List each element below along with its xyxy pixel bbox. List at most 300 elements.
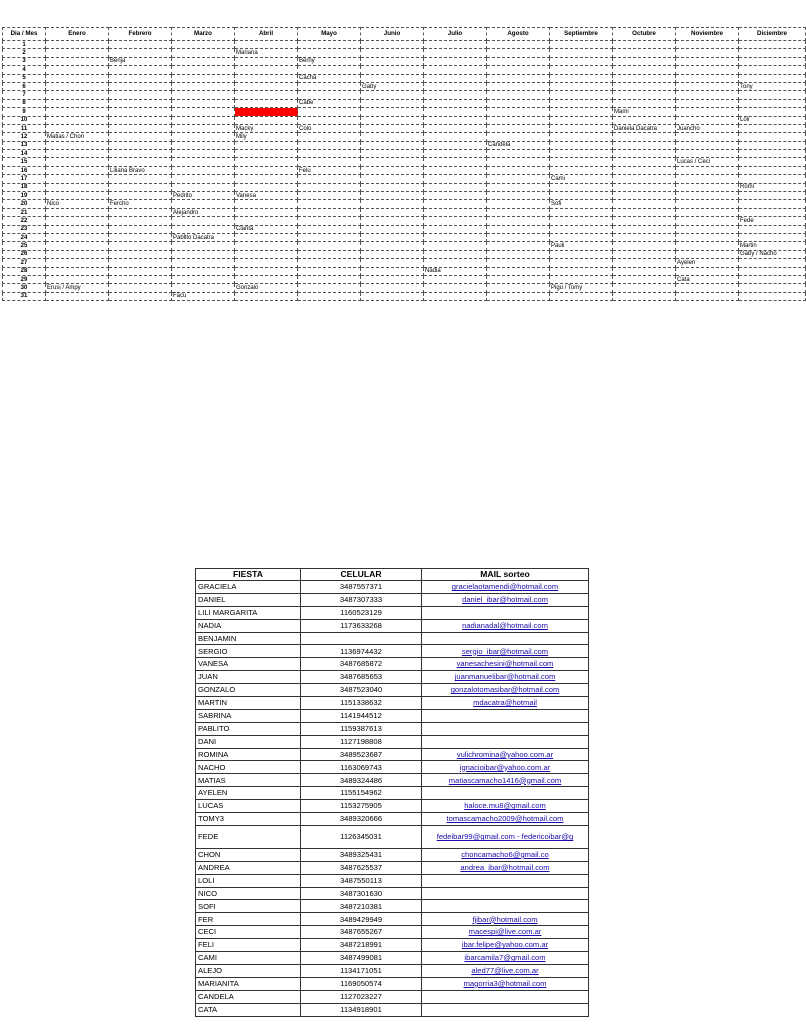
calendar-cell [46, 74, 109, 82]
calendar-cell [172, 150, 235, 158]
calendar-row [3, 217, 806, 225]
contact-row [196, 861, 589, 874]
calendar-header-month: Junio [361, 28, 424, 41]
calendar-cell [487, 124, 550, 132]
calendar-cell [361, 41, 424, 49]
calendar-cell: Pedrito [172, 192, 235, 200]
calendar-cell [172, 108, 235, 116]
calendar-cell [613, 225, 676, 233]
contact-name: DANI [196, 735, 301, 748]
contact-email-link[interactable]: gracielaotamendi@hotmail.com [422, 581, 589, 594]
calendar-day-number: 7 [3, 91, 46, 99]
calendar-cell [424, 116, 487, 124]
contact-email-link [422, 735, 589, 748]
calendar-cell [298, 82, 361, 90]
contact-email-link [422, 887, 589, 900]
calendar-cell: Nadia [424, 267, 487, 275]
calendar-cell [235, 250, 298, 258]
calendar-cell [172, 200, 235, 208]
calendar-cell [109, 49, 172, 57]
contact-email-link[interactable]: fjibar@hotmail.com [422, 913, 589, 926]
contact-name: ALEJO [196, 964, 301, 977]
calendar-cell [550, 133, 613, 141]
contact-email-link[interactable]: aled77@live.com.ar [422, 964, 589, 977]
calendar-cell [46, 158, 109, 166]
calendar-cell [424, 74, 487, 82]
calendar-cell [676, 192, 739, 200]
calendar-cell: Fercho [109, 200, 172, 208]
calendar-cell [361, 166, 424, 174]
calendar-cell [172, 74, 235, 82]
calendar-cell [46, 217, 109, 225]
calendar-cell [613, 158, 676, 166]
calendar-cell: Gonzalo [235, 284, 298, 292]
calendar-cell [298, 49, 361, 57]
calendar-header-month: Abril [235, 28, 298, 41]
calendar-cell [676, 82, 739, 90]
contact-row [196, 964, 589, 977]
calendar-day-number: 19 [3, 192, 46, 200]
contact-phone: 3487685872 [301, 658, 422, 671]
calendar-cell [361, 141, 424, 149]
contact-phone: 1126345031 [301, 825, 422, 848]
calendar-day-number: 25 [3, 242, 46, 250]
contact-name: SOFI [196, 900, 301, 913]
calendar-cell: Pauli [550, 242, 613, 250]
calendar-cell [613, 175, 676, 183]
contact-email-link[interactable]: ignacioibar@yahoo.com.ar [422, 761, 589, 774]
contact-email-link[interactable]: haloce.mu8@gmail.com [422, 800, 589, 813]
calendar-cell [424, 49, 487, 57]
calendar-cell [676, 150, 739, 158]
calendar-header-month: Marzo [172, 28, 235, 41]
calendar-cell [550, 183, 613, 191]
calendar-day-number: 15 [3, 158, 46, 166]
calendar-header-month: Diciembre [739, 28, 806, 41]
calendar-cell [487, 116, 550, 124]
contact-phone: 3487550113 [301, 874, 422, 887]
calendar-cell [109, 192, 172, 200]
calendar-cell [676, 225, 739, 233]
calendar-cell [235, 141, 298, 149]
calendar-cell: Gaby / Nacho [739, 250, 806, 258]
calendar-cell [46, 41, 109, 49]
calendar-cell [550, 108, 613, 116]
calendar-cell [361, 225, 424, 233]
calendar-row [3, 166, 806, 174]
contact-email-link[interactable]: ibar.felipe@yahoo.com.ar [422, 939, 589, 952]
contact-phone: 1127023227 [301, 990, 422, 1003]
header-fiesta: FIESTA [196, 569, 301, 581]
contact-email-link[interactable]: matiascamacho1416@gmail.com [422, 774, 589, 787]
header-celular: CELULAR [301, 569, 422, 581]
calendar-day-number: 11 [3, 124, 46, 132]
contact-email-link [422, 606, 589, 619]
calendar-cell [172, 66, 235, 74]
contact-email-link[interactable]: vulichromina@yahoo.com.ar [422, 748, 589, 761]
contact-name: FER [196, 913, 301, 926]
calendar-cell [46, 49, 109, 57]
calendar-cell [739, 200, 806, 208]
contact-name: BENJAMIN [196, 632, 301, 645]
contact-row [196, 900, 589, 913]
calendar-cell [676, 41, 739, 49]
contact-row [196, 606, 589, 619]
contact-row [196, 581, 589, 594]
calendar-day-number: 1 [3, 41, 46, 49]
calendar-cell [550, 141, 613, 149]
calendar-cell: Ayelen [676, 259, 739, 267]
contact-row [196, 977, 589, 990]
calendar-cell [739, 74, 806, 82]
contact-name: GRACIELA [196, 581, 301, 594]
calendar-cell [550, 225, 613, 233]
calendar-cell: Fede [739, 217, 806, 225]
calendar-cell [550, 166, 613, 174]
calendar-row [3, 57, 806, 65]
calendar-cell [46, 208, 109, 216]
contact-name: JUAN [196, 671, 301, 684]
contact-name: LILI MARGARITA [196, 606, 301, 619]
calendar-cell [487, 166, 550, 174]
calendar-cell [676, 116, 739, 124]
calendar-cell [676, 133, 739, 141]
calendar-cell [550, 82, 613, 90]
contact-row [196, 619, 589, 632]
calendar-cell: Berny [298, 57, 361, 65]
calendar-cell [550, 292, 613, 300]
contact-name: MARTIN [196, 697, 301, 710]
calendar-row [3, 66, 806, 74]
calendar-cell [487, 66, 550, 74]
contact-email-link[interactable]: ibarcamila7@gmail.com [422, 952, 589, 965]
calendar-cell [361, 192, 424, 200]
calendar-cell [109, 82, 172, 90]
calendar-cell: Mariana [235, 49, 298, 57]
contacts-table [195, 568, 589, 1017]
calendar-cell [424, 41, 487, 49]
birthday-calendar-table [2, 27, 806, 301]
calendar-cell [361, 57, 424, 65]
calendar-cell [46, 250, 109, 258]
calendar-cell [613, 141, 676, 149]
contact-name: ROMINA [196, 748, 301, 761]
contact-email-link[interactable]: juanmanuelibar@hotmail.com [422, 671, 589, 684]
calendar-cell [361, 175, 424, 183]
calendar-cell [235, 200, 298, 208]
calendar-cell [109, 124, 172, 132]
calendar-cell [235, 233, 298, 241]
calendar-cell [424, 91, 487, 99]
calendar-cell [487, 158, 550, 166]
contact-row [196, 774, 589, 787]
calendar-cell [46, 57, 109, 65]
calendar-cell [424, 166, 487, 174]
contact-email-link [422, 900, 589, 913]
calendar-cell [298, 233, 361, 241]
calendar-cell [109, 108, 172, 116]
calendar-cell [361, 49, 424, 57]
calendar-row [3, 225, 806, 233]
calendar-day-number: 2 [3, 49, 46, 57]
calendar-cell [487, 74, 550, 82]
calendar-cell [172, 183, 235, 191]
contact-email-link [422, 1003, 589, 1016]
contact-phone: 1163069743 [301, 761, 422, 774]
contact-row [196, 990, 589, 1003]
calendar-cell [424, 133, 487, 141]
calendar-cell [487, 99, 550, 107]
calendar-cell [361, 292, 424, 300]
calendar-cell [739, 99, 806, 107]
contact-name: ANDREA [196, 861, 301, 874]
calendar-cell [424, 208, 487, 216]
calendar-day-number: 24 [3, 233, 46, 241]
calendar-row [3, 175, 806, 183]
calendar-cell: Cata [676, 275, 739, 283]
calendar-cell [172, 284, 235, 292]
contact-row [196, 913, 589, 926]
contact-phone: 1151338632 [301, 697, 422, 710]
calendar-cell: Felu [298, 166, 361, 174]
calendar-cell: Facu [172, 292, 235, 300]
contact-email-link[interactable]: magorria3@hotmail.com [422, 977, 589, 990]
calendar-cell [613, 267, 676, 275]
contact-phone: 3489523687 [301, 748, 422, 761]
calendar-cell [550, 208, 613, 216]
calendar-header-month: Enero [46, 28, 109, 41]
calendar-cell [676, 99, 739, 107]
calendar-header-month: Julio [424, 28, 487, 41]
calendar-cell [613, 74, 676, 82]
calendar-day-number: 5 [3, 74, 46, 82]
calendar-cell [109, 259, 172, 267]
calendar-cell [424, 192, 487, 200]
contact-email-link[interactable]: macespi@live.com.ar [422, 926, 589, 939]
calendar-cell [298, 108, 361, 116]
contact-row [196, 800, 589, 813]
contact-row [196, 874, 589, 887]
calendar-cell [613, 259, 676, 267]
contact-email-link[interactable]: andrea_ibar@hotmail.com [422, 861, 589, 874]
calendar-cell: Pabllto Dacatra [172, 233, 235, 241]
calendar-row [3, 41, 806, 49]
contact-name: CAMI [196, 952, 301, 965]
calendar-cell [424, 200, 487, 208]
calendar-cell [361, 217, 424, 225]
calendar-cell [676, 183, 739, 191]
calendar-cell [361, 200, 424, 208]
calendar-cell [172, 158, 235, 166]
calendar-cell [424, 259, 487, 267]
calendar-cell [361, 133, 424, 141]
contact-email-link[interactable]: nadianadal@hotmail.com [422, 619, 589, 632]
calendar-cell [235, 158, 298, 166]
calendar-cell [46, 82, 109, 90]
calendar-cell [487, 41, 550, 49]
calendar-cell [361, 108, 424, 116]
calendar-cell [550, 250, 613, 258]
calendar-header-month: Octubre [613, 28, 676, 41]
contact-name: CHON [196, 848, 301, 861]
contact-email-link[interactable]: gonzalotomasibar@hotmail.com [422, 684, 589, 697]
contact-row [196, 684, 589, 697]
contact-phone: 3487557371 [301, 581, 422, 594]
calendar-cell: Tony [739, 82, 806, 90]
calendar-cell [109, 292, 172, 300]
calendar-cell [424, 158, 487, 166]
calendar-cell [613, 166, 676, 174]
calendar-cell [739, 41, 806, 49]
contact-email-link[interactable]: vanesachesini@hotmail.com [422, 658, 589, 671]
contact-row [196, 848, 589, 861]
calendar-cell [298, 91, 361, 99]
contact-name: CATA [196, 1003, 301, 1016]
calendar-row [3, 275, 806, 283]
calendar-cell [676, 267, 739, 275]
calendar-cell [172, 99, 235, 107]
contact-phone: 1134171051 [301, 964, 422, 977]
calendar-cell [613, 292, 676, 300]
contact-name: TOMY3 [196, 813, 301, 826]
calendar-cell: Juancho [676, 124, 739, 132]
calendar-cell [361, 158, 424, 166]
calendar-cell [46, 108, 109, 116]
calendar-cell [172, 116, 235, 124]
contact-phone: 1127198808 [301, 735, 422, 748]
calendar-cell [676, 108, 739, 116]
calendar-cell [739, 133, 806, 141]
calendar-cell [613, 208, 676, 216]
contact-phone: 1159387613 [301, 722, 422, 735]
calendar-cell [172, 225, 235, 233]
contact-name: SERGIO [196, 645, 301, 658]
calendar-cell [613, 250, 676, 258]
calendar-header-month: Septiembre [550, 28, 613, 41]
calendar-cell [613, 41, 676, 49]
calendar-cell [109, 225, 172, 233]
calendar-row [3, 150, 806, 158]
contact-email-link[interactable]: mdacatra@hotmail [422, 697, 589, 710]
calendar-cell [109, 116, 172, 124]
calendar-row [3, 91, 806, 99]
calendar-cell [424, 82, 487, 90]
calendar-cell [235, 41, 298, 49]
calendar-day-number: 14 [3, 150, 46, 158]
calendar-cell [235, 82, 298, 90]
calendar-day-number: 12 [3, 133, 46, 141]
calendar-cell [487, 217, 550, 225]
calendar-cell: Pigu / Tomy [550, 284, 613, 292]
calendar-row [3, 233, 806, 241]
calendar-cell [424, 225, 487, 233]
calendar-cell [46, 275, 109, 283]
contact-name: FEDE [196, 825, 301, 848]
calendar-day-number: 8 [3, 99, 46, 107]
contact-name: VANESA [196, 658, 301, 671]
calendar-row [3, 124, 806, 132]
calendar-header-day: Dia / Mes [3, 28, 46, 41]
calendar-row [3, 158, 806, 166]
calendar-cell [46, 124, 109, 132]
calendar-cell: Mily [235, 133, 298, 141]
calendar-cell [739, 208, 806, 216]
calendar-cell: Liliana Bravo [109, 166, 172, 174]
calendar-cell [739, 57, 806, 65]
calendar-cell [172, 41, 235, 49]
calendar-cell [550, 233, 613, 241]
calendar-cell [235, 183, 298, 191]
contact-email-link[interactable]: daniel_ibar@hotmail.com [422, 593, 589, 606]
calendar-cell [487, 250, 550, 258]
contact-phone: 1141944512 [301, 709, 422, 722]
contact-name: MARIANITA [196, 977, 301, 990]
contact-email-link[interactable]: choncamacho6@gmail.co [422, 848, 589, 861]
contact-phone: 1173633268 [301, 619, 422, 632]
calendar-cell [676, 284, 739, 292]
calendar-cell [46, 141, 109, 149]
calendar-cell [487, 192, 550, 200]
calendar-cell: Cami [550, 175, 613, 183]
calendar-cell [109, 267, 172, 275]
calendar-cell [298, 200, 361, 208]
calendar-cell [613, 91, 676, 99]
contact-phone: 3487625537 [301, 861, 422, 874]
contact-name: NADIA [196, 619, 301, 632]
calendar-day-number: 30 [3, 284, 46, 292]
calendar-cell [361, 91, 424, 99]
calendar-row [3, 133, 806, 141]
contacts-header-row [196, 569, 589, 581]
calendar-day-number: 16 [3, 166, 46, 174]
calendar-cell [424, 99, 487, 107]
calendar-cell [487, 108, 550, 116]
calendar-cell [235, 166, 298, 174]
calendar-cell [739, 141, 806, 149]
contact-row [196, 813, 589, 826]
calendar-cell [613, 183, 676, 191]
calendar-day-number: 17 [3, 175, 46, 183]
calendar-cell [235, 208, 298, 216]
calendar-cell [487, 267, 550, 275]
calendar-cell [235, 175, 298, 183]
contact-row [196, 632, 589, 645]
calendar-cell [109, 66, 172, 74]
contact-row [196, 926, 589, 939]
calendar-header-month: Noviembre [676, 28, 739, 41]
calendar-cell: Daniela Dacatra [613, 124, 676, 132]
calendar-cell [676, 233, 739, 241]
calendar-day-number: 20 [3, 200, 46, 208]
contact-phone: 3489324486 [301, 774, 422, 787]
contact-email-link[interactable]: tomascamacho2009@hotmail.com [422, 813, 589, 826]
calendar-cell [298, 141, 361, 149]
calendar-cell [613, 66, 676, 74]
calendar-cell [172, 250, 235, 258]
calendar-cell [172, 133, 235, 141]
calendar-cell [361, 284, 424, 292]
calendar-cell [298, 183, 361, 191]
contact-email-link[interactable]: sergio_ibar@hotmail.com [422, 645, 589, 658]
calendar-cell [46, 99, 109, 107]
contact-email-link[interactable]: fedeibar99@gmail.com - federicoibar@g [422, 825, 589, 848]
contact-phone: 3489320666 [301, 813, 422, 826]
calendar-cell [613, 242, 676, 250]
contact-name: AYELEN [196, 787, 301, 800]
calendar-cell [739, 158, 806, 166]
calendar-cell [613, 133, 676, 141]
contact-row [196, 939, 589, 952]
